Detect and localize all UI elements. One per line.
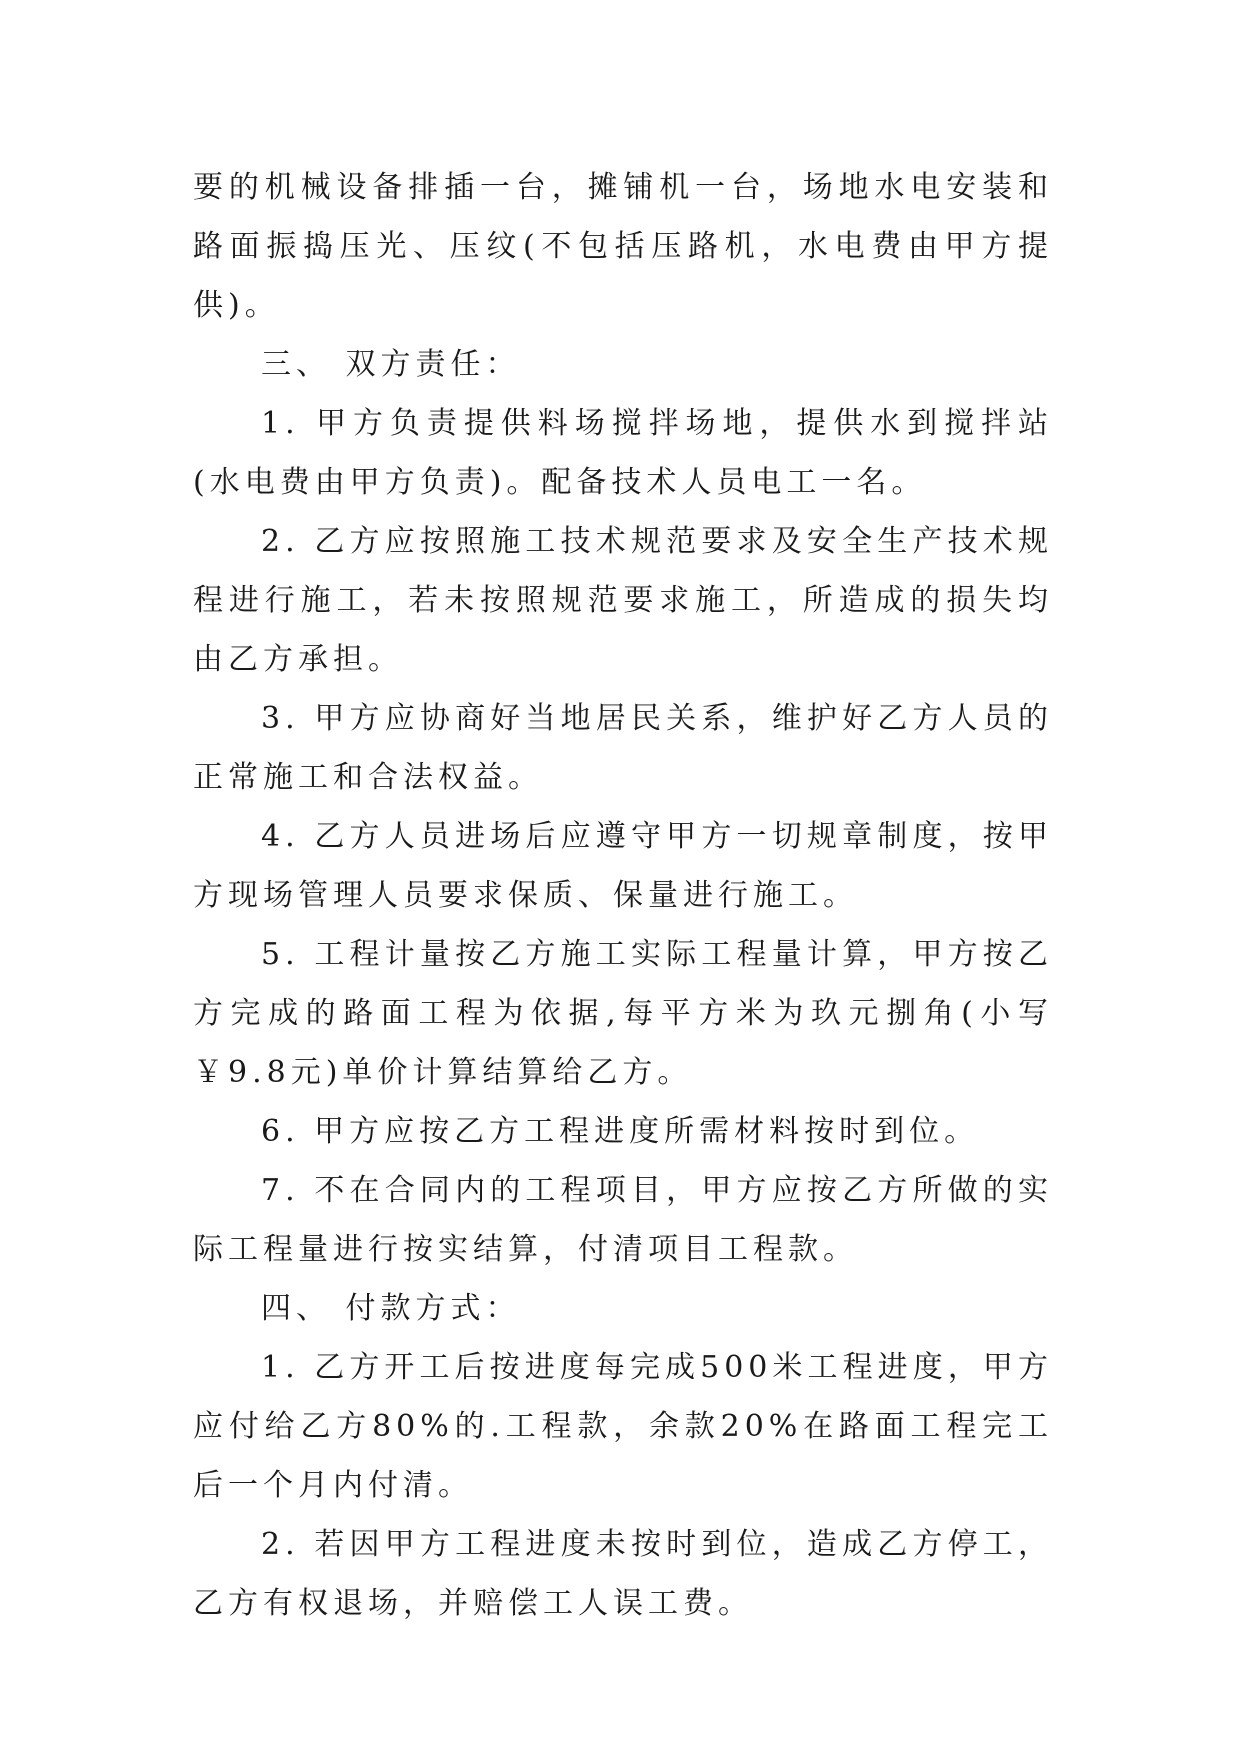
clause-4-1: 1. 乙方开工后按进度每完成500米工程进度，甲方应付给乙方80%的.工程款，余款20%在路面工程完工后一个月内付清。 (193, 1350, 1053, 1503)
document-body (193, 158, 1053, 1633)
section-heading-payment: 四、 付款方式： (261, 1291, 521, 1326)
clause-3-3: 3. 甲方应协商好当地居民关系，维护好乙方人员的正常施工和合法权益。 (193, 701, 1053, 795)
clause-3-2: 2. 乙方应按照施工技术规范要求及安全生产技术规程进行施工，若未按照规范要求施工，所造成的损失均由乙方承担。 (193, 524, 1053, 677)
clause-3-6: 6. 甲方应按乙方工程进度所需材料按时到位。 (261, 1114, 980, 1149)
clause-3-1: 1. 甲方负责提供料场搅拌场地，提供水到搅拌站(水电费由甲方负责)。配备技术人员电工一名。 (193, 406, 1053, 500)
clause-4-2: 2. 若因甲方工程进度未按时到位，造成乙方停工，乙方有权退场，并赔偿工人误工费。 (193, 1527, 1053, 1621)
paragraph-continuation: 要的机械设备排插一台，摊铺机一台，场地水电安装和路面振捣压光、压纹(不包括压路机，水电费由甲方提供)。 (193, 170, 1053, 323)
clause-3-5: 5. 工程计量按乙方施工实际工程量计算，甲方按乙方完成的路面工程为依据,每平方米为玖元捌角(小写￥9.8元)单价计算结算给乙方。 (193, 937, 1053, 1090)
clause-3-4: 4. 乙方人员进场后应遵守甲方一切规章制度，按甲方现场管理人员要求保质、保量进行施工。 (193, 819, 1053, 913)
section-heading-responsibilities: 三、 双方责任： (261, 347, 521, 382)
clause-3-7: 7. 不在合同内的工程项目，甲方应按乙方所做的实际工程量进行按实结算，付清项目工程款。 (193, 1173, 1053, 1267)
